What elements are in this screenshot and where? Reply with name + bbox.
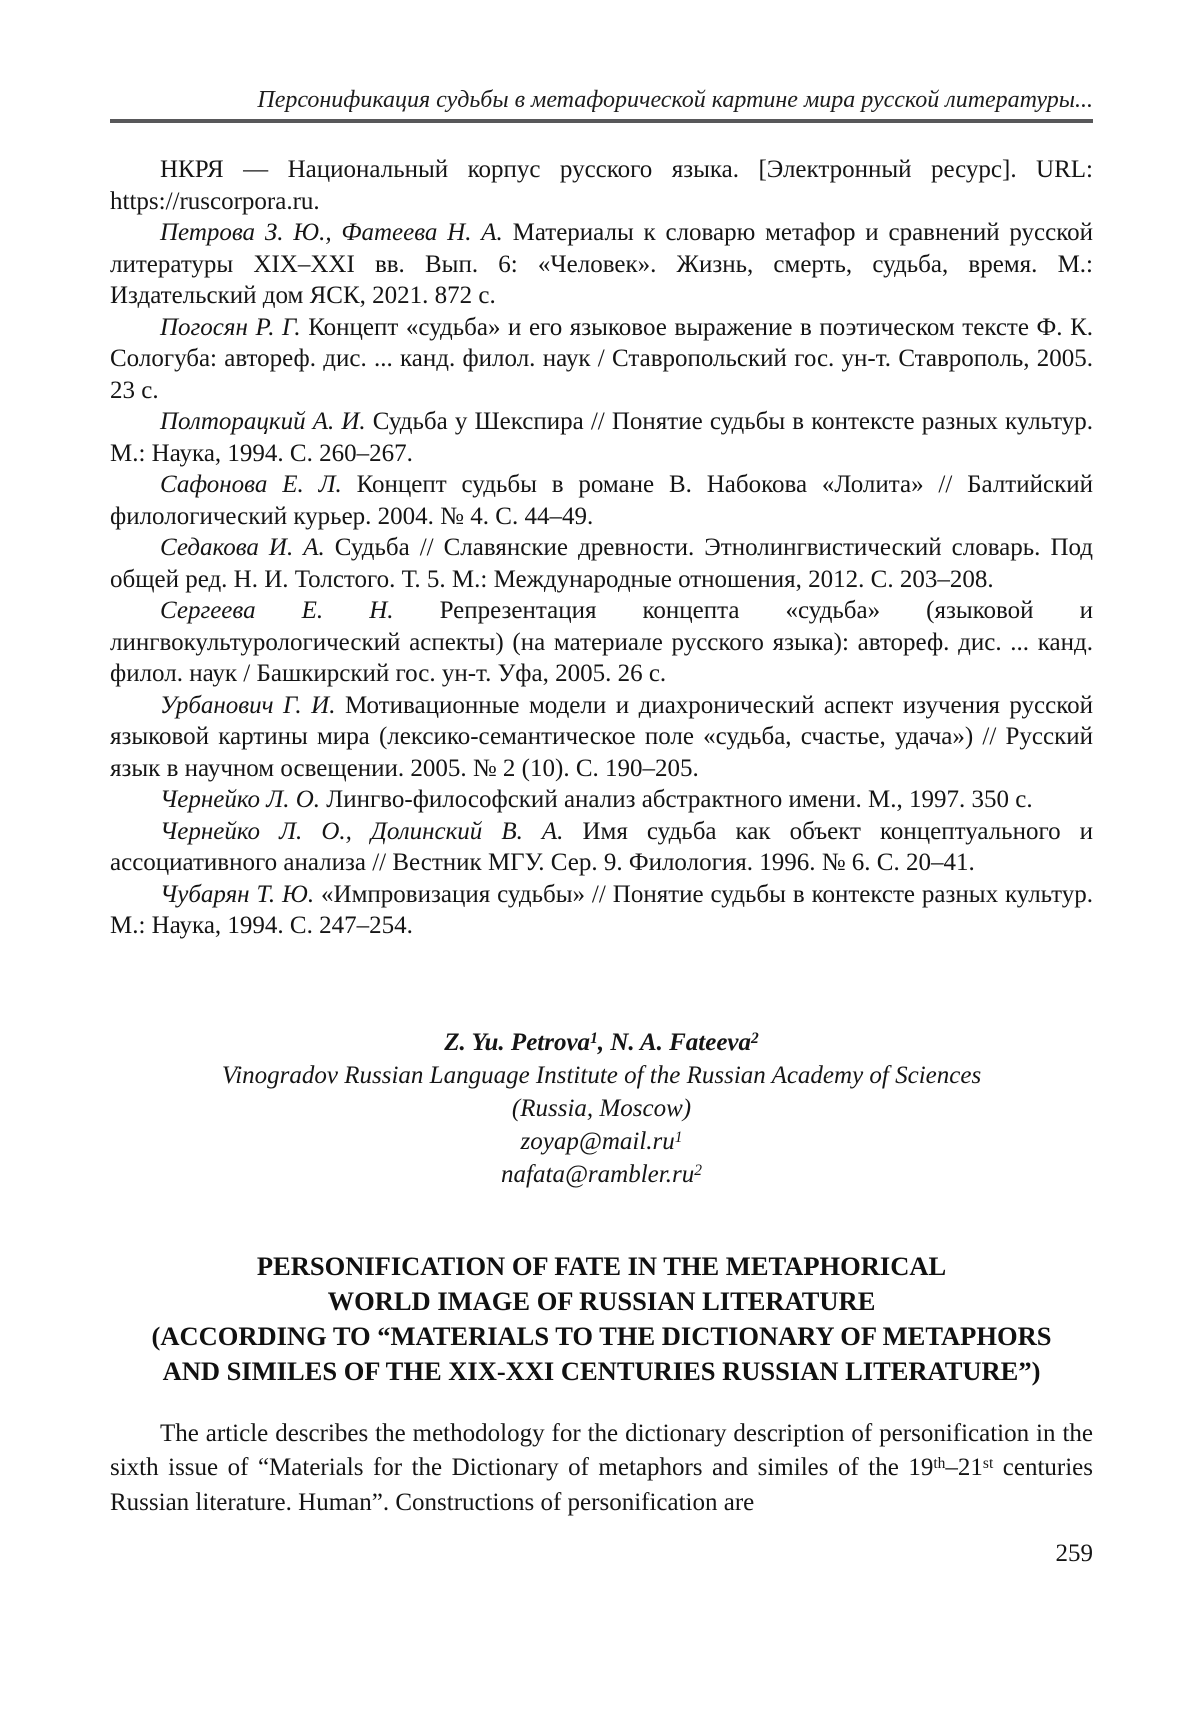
- author-email: [110, 1158, 1093, 1191]
- reference-entry: Погосян Р. Г. Концепт «судьба» и его языковое выражение в поэтическом тексте Ф. К. Сологуба: автореф. дис. ... канд. филол. наук / Ставропольский гос. ун-т. Ставрополь, 2005. 23 с.: [110, 313, 1093, 404]
- page-content: [110, 86, 1093, 1568]
- reference-authors: Чубарян Т. Ю.: [160, 880, 315, 908]
- affiliation: Vinogradov Russian Language Institute of the Russian Academy of Sciences: [221, 1061, 982, 1089]
- reference-list: [110, 154, 1093, 942]
- authors-block: [110, 1026, 1093, 1191]
- reference-entry: Полторацкий А. И. Судьба у Шекспира // Понятие судьбы в контексте разных культур. М.: Наука, 1994. С. 260–267.: [110, 408, 1093, 467]
- affiliation-location: (Russia, Moscow): [511, 1094, 692, 1122]
- reference-authors: Чернейко Л. О.: [160, 786, 321, 813]
- reference-authors: Сафонова Е. Л.: [160, 471, 342, 498]
- reference-authors: Погосян Р. Г.: [160, 313, 301, 341]
- reference-authors: Петрова З. Ю., Фатеева Н. А.: [160, 219, 503, 246]
- reference-entry: НКРЯ — Национальный корпус русского языка. [Электронный ресурс]. URL: https://ruscorpora.ru.: [110, 156, 1093, 215]
- running-head: Персонификация судьбы в метафорической картине мира русской литературы...: [257, 87, 1093, 113]
- reference-entry: Урбанович Г. И. Мотивационные модели и диахронический аспект изучения русской языковой картины мира (лексико-семантическое поле «судьба, счастье, удача») // Русский язык в научном освещении. 2005. № 2 (10). С. 190–205.: [110, 691, 1093, 782]
- email-superscript: 2: [694, 1161, 702, 1179]
- reference-authors: Сергеева Е. Н.: [160, 597, 394, 624]
- reference-entry: Петрова З. Ю., Фатеева Н. А. Материалы к словарю метафор и сравнений русской литературы XIX–XXI вв. Вып. 6: «Человек». Жизнь, смерть, судьба, время. М.: Издательский дом ЯСК, 2021. 872 с.: [110, 219, 1093, 309]
- reference-authors: Урбанович Г. И.: [160, 691, 336, 719]
- ordinal-superscript: th: [933, 1455, 946, 1473]
- abstract-paragraph: The article describes the methodology for the dictionary description of personification in the sixth issue of “Materials for the Dictionary of metaphors and similes of the 19th–21st centuries Russian literature. Human”. Constructions of personification are: [110, 1419, 1094, 1516]
- article-title: [110, 1249, 1093, 1389]
- reference-authors: Чернейко Л. О., Долинский В. А.: [160, 817, 564, 845]
- reference-entry: Седакова И. А. Судьба // Славянские древности. Этнолингвистический словарь. Под общей ред. Н. И. Толстого. Т. 5. М.: Международные отношения, 2012. С. 203–208.: [110, 534, 1093, 593]
- email-address: zoyap@mail.ru: [520, 1127, 675, 1155]
- reference-entry: Чернейко Л. О. Лингво-философский анализ абстрактного имени. М., 1997. 350 с.: [160, 786, 1033, 813]
- reference-entry: Чубарян Т. Ю. «Импровизация судьбы» // Понятие судьбы в контексте разных культур. М.: Наука, 1994. С. 247–254.: [110, 880, 1093, 939]
- reference-authors: Седакова И. А.: [160, 534, 325, 561]
- reference-entry: Сергеева Е. Н. Репрезентация концепта «судьба» (языковой и лингвокультурологический аспекты) (на материале русского языка): автореф. дис. ... канд. филол. наук / Башкирский гос. ун-т. Уфа, 2005. 26 с.: [110, 597, 1093, 687]
- reference-entry: Чернейко Л. О., Долинский В. А. Имя судьба как объект концептуального и ассоциативного анализа // Вестник МГУ. Сер. 9. Филология. 1996. № 6. С. 20–41.: [110, 817, 1093, 876]
- title-line: PERSONIFICATION OF FATE IN THE METAPHORICAL: [256, 1250, 947, 1281]
- reference-entry: Сафонова Е. Л. Концепт судьбы в романе В. Набокова «Лолита» // Балтийский филологический курьер. 2004. № 4. С. 44–49.: [110, 471, 1093, 530]
- reference-authors: Полторацкий А. И.: [160, 408, 366, 435]
- page-number: 259: [1055, 1540, 1093, 1567]
- ordinal-superscript: st: [982, 1455, 994, 1473]
- email-address: nafata@rambler.ru: [501, 1160, 695, 1188]
- header-rule: [110, 119, 1093, 123]
- email-superscript: 1: [674, 1128, 683, 1146]
- author-affiliation-superscript: 2: [751, 1029, 759, 1047]
- title-line: AND SIMILES OF THE XIX-XXI CENTURIES RUSSIAN LITERATURE”): [162, 1355, 1041, 1386]
- title-line: (ACCORDING TO “MATERIALS TO THE DICTIONARY OF METAPHORS: [151, 1320, 1052, 1351]
- abstract: [110, 1417, 1093, 1521]
- authors-names: Z. Yu. Petrova$^1$, N. A. Fateeva$^2$: [444, 1028, 759, 1056]
- title-line: WORLD IMAGE OF RUSSIAN LITERATURE: [327, 1285, 876, 1316]
- author-name: Z. Yu. Petrova: [444, 1028, 591, 1056]
- email-list: [110, 1125, 1093, 1191]
- author-email: [110, 1125, 1093, 1158]
- author-name: N. A. Fateeva: [610, 1028, 752, 1056]
- author-affiliation-superscript: 1: [590, 1029, 598, 1047]
